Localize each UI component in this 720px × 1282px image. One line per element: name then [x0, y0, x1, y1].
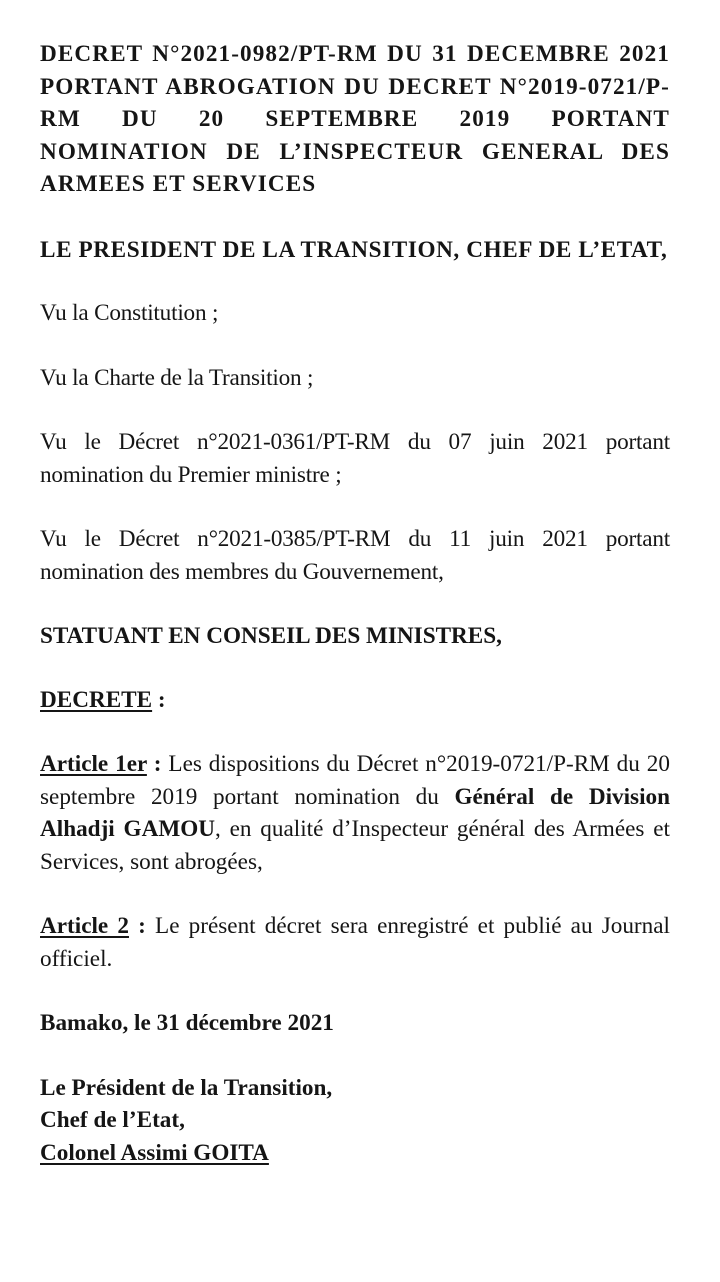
article-2-sep: : [128, 913, 156, 939]
signature-subtitle: Chef de l’Etat, [40, 1107, 185, 1133]
visa-constitution: Vu la Constitution ; [40, 300, 219, 326]
visa-decree-government: Vu le Décret n°2021-0385/PT-RM du 11 juin 2021 portant nomination des membres du Gouvernement, [40, 526, 670, 585]
place-date: Bamako, le 31 décembre 2021 [40, 1010, 334, 1036]
signature-block [40, 1072, 670, 1170]
decrete-heading [40, 684, 670, 717]
visa-charter: Vu la Charte de la Transition ; [40, 364, 314, 391]
article-1-label: Article 1er [40, 751, 147, 777]
authority-heading: LE PRESIDENT DE LA TRANSITION, CHEF DE L’ETAT, [40, 236, 668, 263]
decree-title: DECRET N°2021-0982/PT-RM DU 31 DECEMBRE 2021 PORTANT ABROGATION DU DECRET N°2019-0721/P-RM DU 20 SEPTEMBRE 2019 PORTANT NOMINATION DE L’INSPECTEUR GENERAL DES ARMEES ET SERVICES [40, 41, 670, 197]
decrete-label: DECRETE [40, 686, 153, 713]
article-1 [40, 748, 670, 878]
article-1-name: Général de Division Alhadji GAMOU [40, 783, 670, 842]
visa-list [40, 297, 670, 588]
signatory-name: Colonel Assimi GOITA [40, 1139, 269, 1166]
decrete-suffix: : [152, 686, 166, 713]
article-1-text-after: , en qualité d’Inspecteur général des Armées et Services, sont abrogées, [40, 816, 670, 875]
article-1-sep: : [146, 751, 169, 777]
article-1-text-before: Les dispositions du Décret n°2019-0721/P-RM du 20 septembre 2019 portant nomination du [40, 751, 670, 810]
article-2-label: Article 2 [40, 913, 129, 939]
signature-title: Le Président de la Transition, [40, 1074, 333, 1101]
article-2 [40, 910, 670, 975]
statuant-heading: STATUANT EN CONSEIL DES MINISTRES, [40, 623, 502, 649]
decree-document [40, 38, 670, 1169]
article-2-text: Le présent décret sera enregistré et publié au Journal officiel. [40, 913, 670, 972]
visa-decree-prime-minister: Vu le Décret n°2021-0361/PT-RM du 07 juin 2021 portant nomination du Premier ministre ; [40, 429, 670, 488]
